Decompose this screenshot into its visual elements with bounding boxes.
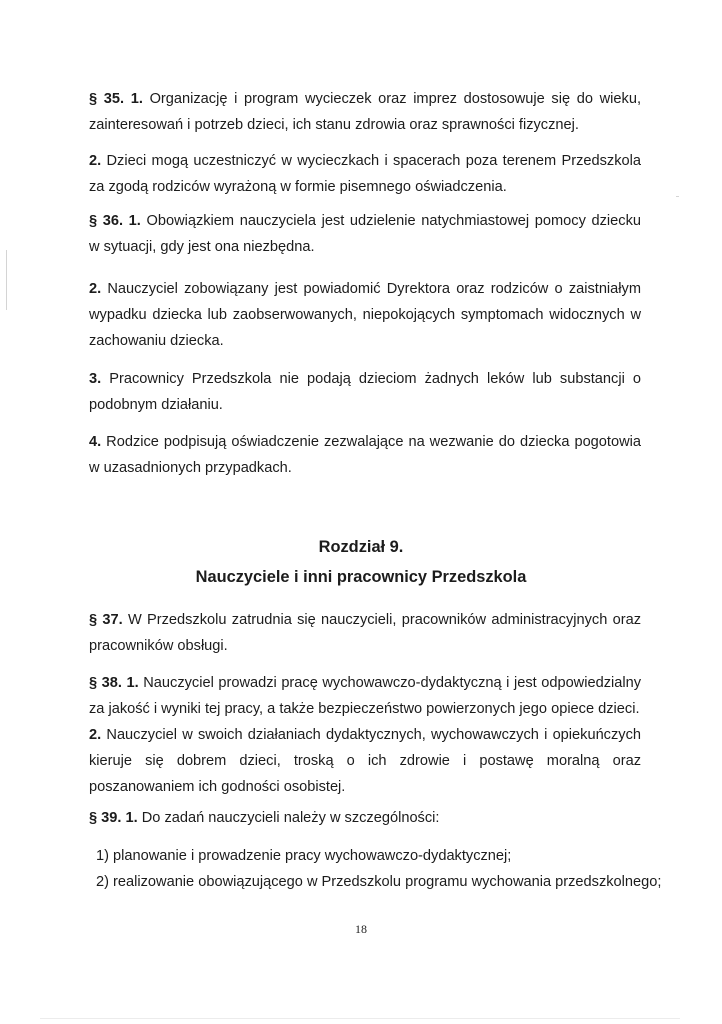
paragraph-text: Nauczyciel w swoich działaniach dydaktycznych, wychowawczych i opiekuńczych kieruje się dobrem dzieci, troską o ich zdrowie i postawę moralną oraz poszanowaniem ich godności osobistej. xyxy=(89,727,641,795)
scan-bottom-edge xyxy=(40,1018,680,1019)
paragraph-text: Pracownicy Przedszkola nie podają dzieciom żadnych leków lub substancji o podobnym działaniu. xyxy=(89,371,641,413)
list-text: realizowanie obowiązującego w Przedszkolu programu wychowania przedszkolnego; xyxy=(113,874,662,890)
chapter-title: Nauczyciele i inni pracownicy Przedszkola xyxy=(195,568,527,586)
paragraph-text: Dzieci mogą uczestniczyć w wycieczkach i spacerach poza terenem Przedszkola za zgodą rodziców wyrażoną w formie pisemnego oświadczenia. xyxy=(89,153,642,195)
chapter-number: Rozdział 9. xyxy=(318,538,404,556)
section-label: § 39. 1. xyxy=(89,810,138,826)
section-label: 4. xyxy=(89,434,102,450)
paragraph-text: Nauczyciel zobowiązany jest powiadomić Dyrektora oraz rodziców o zaistniałym wypadku dziecka lub zaobserwowanych, niepokojących symptomach widocznych w zachowaniu dziecka. xyxy=(89,281,641,349)
section-label: 3. xyxy=(89,371,102,387)
scan-speck xyxy=(676,196,679,197)
paragraph-36-1 xyxy=(89,208,641,260)
paragraph-36-4 xyxy=(89,429,641,481)
paragraph-35-2 xyxy=(89,148,641,200)
paragraph-38-2 xyxy=(89,722,641,800)
paragraph-36-2 xyxy=(89,276,641,354)
paragraph-text: W Przedszkolu zatrudnia się nauczycieli, pracowników administracyjnych oraz pracowników obsługi. xyxy=(89,612,641,654)
paragraph-text: Nauczyciel prowadzi pracę wychowawczo-dydaktyczną i jest odpowiedzialny za jakość i wyniki tej pracy, a także bezpieczeństwo powierzonych jego opiece dzieci. xyxy=(89,675,642,717)
section-label: § 37. xyxy=(89,612,123,628)
list-item xyxy=(96,843,663,869)
paragraph-37 xyxy=(89,607,641,659)
page-number: 18 xyxy=(355,922,367,936)
paragraph-text: Do zadań nauczycieli należy w szczególności: xyxy=(141,810,440,826)
scan-edge-mark xyxy=(6,250,7,310)
section-label: § 38. 1. xyxy=(89,675,139,691)
paragraph-39-1 xyxy=(89,805,641,831)
list-item xyxy=(96,869,663,895)
section-label: § 36. 1. xyxy=(89,213,141,229)
list-number: 1) xyxy=(96,848,109,864)
paragraph-text: Obowiązkiem nauczyciela jest udzielenie natychmiastowej pomocy dziecku w sytuacji, gdy jest ona niezbędna. xyxy=(89,213,641,255)
section-label: 2. xyxy=(89,727,102,743)
section-label: § 35. 1. xyxy=(89,91,143,107)
paragraph-38-1 xyxy=(89,670,641,722)
section-label: 2. xyxy=(89,281,102,297)
list-number: 2) xyxy=(96,874,109,890)
paragraph-36-3 xyxy=(89,366,641,418)
paragraph-text: Rodzice podpisują oświadczenie zezwalające na wezwanie do dziecka pogotowia w uzasadnionych przypadkach. xyxy=(89,434,641,476)
paragraph-text: Organizację i program wycieczek oraz imprez dostosowuje się do wieku, zainteresowań i potrzeb dzieci, ich stanu zdrowia oraz sprawności fizycznej. xyxy=(89,91,641,133)
section-label: 2. xyxy=(89,153,102,169)
paragraph-35-1 xyxy=(89,86,641,138)
list-text: planowanie i prowadzenie pracy wychowawczo-dydaktycznej; xyxy=(113,848,512,864)
